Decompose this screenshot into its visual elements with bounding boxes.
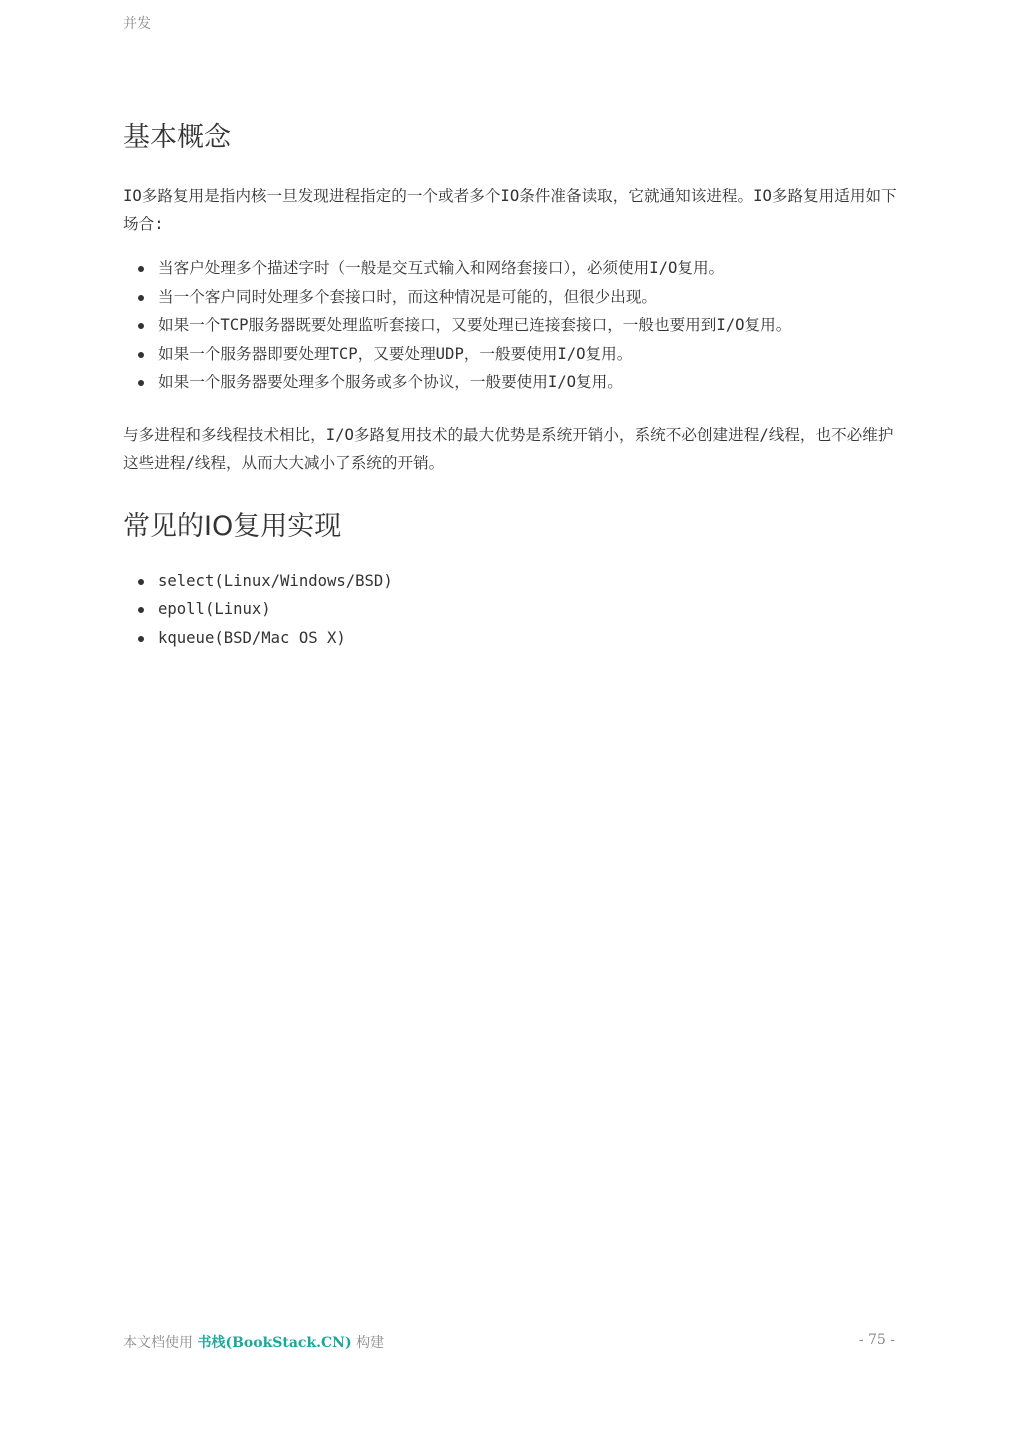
list-item-text: 如果一个服务器要处理多个服务或多个协议，一般要使用I/O复用。 — [158, 373, 623, 391]
list-item — [123, 368, 899, 397]
list-item — [123, 595, 899, 624]
intro-paragraph: IO多路复用是指内核一旦发现进程指定的一个或者多个IO条件准备读取，它就通知该进程。IO多路复用适用如下场合: — [123, 187, 897, 233]
list-item-text: 如果一个服务器即要处理TCP，又要处理UDP，一般要使用I/O复用。 — [158, 344, 633, 363]
list-item-text: 当一个客户同时处理多个套接口时，而这种情况是可能的，但很少出现。 — [158, 287, 658, 306]
bullet-dot — [138, 295, 144, 301]
page-content — [123, 118, 899, 652]
bullet-dot — [138, 352, 144, 358]
use-case-list — [123, 254, 899, 397]
bullet-dot — [138, 380, 144, 386]
footer-credit — [123, 1332, 384, 1352]
list-item — [123, 311, 899, 340]
bullet-dot — [138, 323, 144, 329]
bullet-dot — [138, 636, 144, 642]
list-item-text: 当客户处理多个描述字时（一般是交互式输入和网络套接口），必须使用I/O复用。 — [158, 259, 725, 277]
page-number: - 75 - — [858, 1332, 895, 1348]
list-item — [123, 624, 899, 653]
bookstack-link[interactable]: 书栈(BookStack.CN) — [197, 1335, 352, 1351]
implementation-list — [123, 567, 899, 653]
bullet-dot — [138, 266, 144, 272]
summary-paragraph: 与多进程和多线程技术相比，I/O多路复用技术的最大优势是系统开销小，系统不必创建进程/线程，也不必维护这些进程/线程，从而大大减小了系统的开销。 — [123, 425, 894, 472]
list-item — [123, 340, 899, 369]
section-heading-io-implementations: 常见的IO复用实现 — [123, 510, 342, 542]
section-heading-basic-concepts: 基本概念 — [123, 122, 231, 153]
running-header: 并发 — [123, 16, 151, 32]
bullet-dot — [138, 607, 144, 613]
list-item — [123, 567, 899, 596]
footer-prefix: 本文档使用 — [123, 1335, 193, 1351]
list-item-text: select(Linux/Windows/BSD) — [158, 571, 393, 590]
list-item-text: epoll(Linux) — [158, 600, 271, 618]
list-item-text: 如果一个TCP服务器既要处理监听套接口，又要处理已连接套接口，一般也要用到I/O复用。 — [158, 316, 792, 334]
list-item — [123, 254, 899, 283]
list-item — [123, 283, 899, 312]
footer-suffix: 构建 — [356, 1335, 385, 1351]
list-item-text: kqueue(BSD/Mac OS X) — [158, 628, 346, 647]
bullet-dot — [138, 579, 144, 585]
